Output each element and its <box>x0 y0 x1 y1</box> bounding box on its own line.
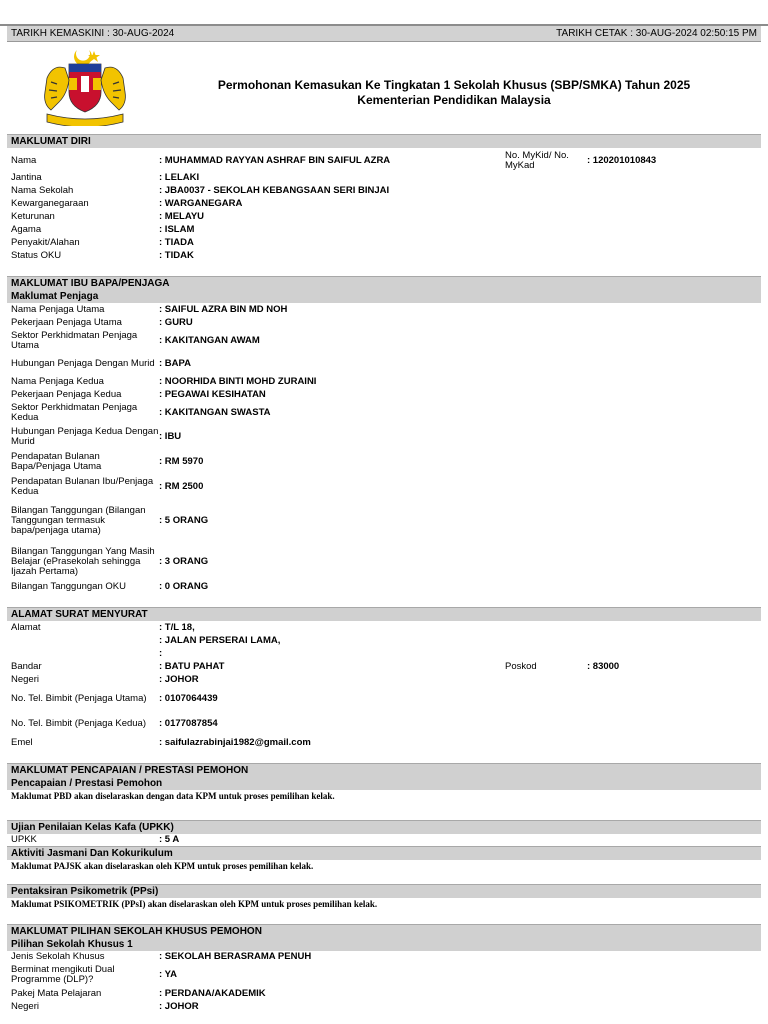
label-alamat: Alamat <box>11 621 41 633</box>
form-header <box>7 42 761 134</box>
label-keturunan: Keturunan <box>11 210 55 222</box>
value-pakej: : PERDANA/AKADEMIK <box>159 987 266 999</box>
value-poskod: : 83000 <box>587 660 620 672</box>
subsection-ppsi: Pentaksiran Psikometrik (PPsi) <box>7 884 761 898</box>
row-pakej <box>7 987 761 1000</box>
label-penyakit: Penyakit/Alahan <box>11 236 80 248</box>
row-bandar <box>7 660 761 673</box>
value-penjaga: : GURU <box>159 316 193 328</box>
value-penjaga: : 0 ORANG <box>159 580 209 592</box>
row-penjaga <box>7 580 761 593</box>
label-pakej: Pakej Mata Pelajaran <box>11 987 102 999</box>
form-title-line2: Kementerian Pendidikan Malaysia <box>357 93 551 107</box>
label-penjaga: Bilangan Tanggungan (Bilangan Tanggungan termasuk bapa/penjaga utama) <box>11 505 146 536</box>
row-penjaga <box>7 303 761 316</box>
malaysia-coat-of-arms-icon <box>37 48 133 126</box>
row-nama <box>7 151 761 171</box>
note-pajsk: Maklumat PAJSK akan diselaraskan oleh KPM untuk proses pemilihan kelak. <box>11 861 314 871</box>
value-bandar: : BATU PAHAT <box>159 660 225 672</box>
label-tel2: No. Tel. Bimbit (Penjaga Kedua) <box>11 717 147 729</box>
label-penjaga: Pendapatan Bulanan Ibu/Penjaga Kedua <box>11 475 154 497</box>
value-pilihan-negeri: : JOHOR <box>159 1000 199 1012</box>
row-pilihan-negeri <box>7 1000 761 1013</box>
value-penjaga: : 5 ORANG <box>159 515 209 526</box>
label-pilihan-negeri: Negeri <box>11 1000 39 1012</box>
value-penjaga: : KAKITANGAN AWAM <box>159 334 260 346</box>
form-sheet <box>7 26 761 1013</box>
label-mykid: No. MyKid/ No. MyKad <box>505 150 569 171</box>
row-penjaga <box>7 424 761 449</box>
value-kewarganegaraan: : WARGANEGARA <box>159 197 243 209</box>
label-penjaga: Pekerjaan Penjaga Kedua <box>11 388 122 400</box>
value-alamat-line1: : T/L 18, <box>159 621 195 633</box>
label-oku: Status OKU <box>11 249 62 261</box>
label-jenis-sekolah: Jenis Sekolah Khusus <box>11 951 105 962</box>
label-sekolah: Nama Sekolah <box>11 184 74 196</box>
value-penjaga: : KAKITANGAN SWASTA <box>159 406 271 418</box>
value-alamat-line3: : <box>159 647 163 659</box>
value-penjaga: : NOORHIDA BINTI MOHD ZURAINI <box>159 375 317 387</box>
note-ppsi: Maklumat PSIKOMETRIK (PPsI) akan diselaraskan oleh KPM untuk proses pemilihan kelak. <box>11 899 378 909</box>
row-negeri <box>7 673 761 686</box>
value-mykid: : 120201010843 <box>587 155 657 166</box>
row-penjaga <box>7 329 761 352</box>
value-tel1: : 0107064439 <box>159 692 218 704</box>
value-penjaga: : SAIFUL AZRA BIN MD NOH <box>159 303 288 315</box>
value-penjaga: : BAPA <box>159 357 192 369</box>
subsection-maklumat-penjaga: Maklumat Penjaga <box>7 290 761 303</box>
label-tel1: No. Tel. Bimbit (Penjaga Utama) <box>11 692 147 704</box>
label-kewarganegaraan: Kewarganegaraan <box>11 197 89 209</box>
section-maklumat-diri: MAKLUMAT DIRI <box>7 134 761 148</box>
label-penjaga: Pekerjaan Penjaga Utama <box>11 316 122 328</box>
label-negeri: Negeri <box>11 673 39 685</box>
row-penjaga <box>7 499 761 543</box>
subsection-prestasi: Pencapaian / Prestasi Pemohon <box>7 777 761 790</box>
updated-date: TARIKH KEMASKINI : 30-AUG-2024 <box>11 28 175 39</box>
label-penjaga: Sektor Perkhidmatan Penjaga Utama <box>11 329 138 351</box>
row-tel1 <box>7 686 761 711</box>
section-pilihan: MAKLUMAT PILIHAN SEKOLAH KHUSUS PEMOHON <box>7 924 761 938</box>
form-title <box>147 78 761 108</box>
row-jenis-sekolah <box>7 951 761 963</box>
row-penjaga <box>7 543 761 580</box>
row-penjaga <box>7 388 761 401</box>
label-emel: Emel <box>11 736 33 748</box>
label-penjaga: Hubungan Penjaga Kedua Dengan Murid <box>11 425 159 447</box>
row-penjaga <box>7 474 761 499</box>
row-penyakit <box>7 236 761 249</box>
row-penjaga <box>7 375 761 388</box>
row-alamat-2 <box>7 634 761 647</box>
value-keturunan: : MELAYU <box>159 210 205 222</box>
row-upkk <box>7 834 761 846</box>
row-penjaga <box>7 316 761 329</box>
subsection-pilihan-1: Pilihan Sekolah Khusus 1 <box>7 938 761 951</box>
row-tel2 <box>7 711 761 736</box>
label-nama: Nama <box>11 155 37 166</box>
value-penjaga: : 3 ORANG <box>159 555 209 567</box>
value-negeri: : JOHOR <box>159 673 199 685</box>
label-upkk: UPKK <box>11 834 37 845</box>
row-jantina <box>7 171 761 184</box>
value-sekolah: : JBA0037 - SEKOLAH KEBANGSAAN SERI BINJAI <box>159 184 390 196</box>
value-penjaga: : PEGAWAI KESIHATAN <box>159 388 266 400</box>
row-penjaga <box>7 449 761 474</box>
value-nama: : MUHAMMAD RAYYAN ASHRAF BIN SAIFUL AZRA <box>159 155 391 166</box>
label-penjaga: Pendapatan Bulanan Bapa/Penjaga Utama <box>11 450 102 472</box>
value-upkk: : 5 A <box>159 834 180 845</box>
row-emel <box>7 736 761 749</box>
label-agama: Agama <box>11 223 42 235</box>
label-dlp: Berminat mengikuti Dual Programme (DLP)? <box>11 964 115 985</box>
label-bandar: Bandar <box>11 660 42 672</box>
value-alamat-line2: : JALAN PERSERAI LAMA, <box>159 634 281 646</box>
row-dlp <box>7 963 761 987</box>
label-penjaga: Nama Penjaga Kedua <box>11 375 104 387</box>
value-penjaga: : RM 2500 <box>159 480 204 492</box>
value-penjaga: : RM 5970 <box>159 455 204 467</box>
label-penjaga: Bilangan Tanggungan Yang Masih Belajar (ePrasekolah sehingga Ijazah Pertama) <box>11 545 155 577</box>
row-keturunan <box>7 210 761 223</box>
value-jantina: : LELAKI <box>159 171 200 183</box>
row-alamat-3 <box>7 647 761 660</box>
value-agama: : ISLAM <box>159 223 195 235</box>
label-poskod: Poskod <box>505 660 537 672</box>
date-bar <box>7 26 761 42</box>
row-oku <box>7 249 761 262</box>
printed-date: TARIKH CETAK : 30-AUG-2024 02:50:15 PM <box>556 28 757 39</box>
row-agama <box>7 223 761 236</box>
row-penjaga <box>7 352 761 375</box>
note-pbd: Maklumat PBD akan diselaraskan dengan data KPM untuk proses pemilihan kelak. <box>11 791 335 801</box>
value-emel: : saifulazrabinjai1982@gmail.com <box>159 736 311 748</box>
label-penjaga: Sektor Perkhidmatan Penjaga Kedua <box>11 401 138 423</box>
row-kewarganegaraan <box>7 197 761 210</box>
value-tel2: : 0177087854 <box>159 717 218 729</box>
row-penjaga <box>7 401 761 424</box>
label-jantina: Jantina <box>11 171 42 183</box>
row-sekolah <box>7 184 761 197</box>
label-penjaga: Bilangan Tanggungan OKU <box>11 580 126 592</box>
section-maklumat-penjaga: MAKLUMAT IBU BAPA/PENJAGA <box>7 276 761 290</box>
section-pencapaian: MAKLUMAT PENCAPAIAN / PRESTASI PEMOHON <box>7 763 761 777</box>
row-alamat <box>7 621 761 634</box>
value-oku: : TIDAK <box>159 249 194 261</box>
value-penyakit: : TIADA <box>159 236 194 248</box>
value-jenis-sekolah: : SEKOLAH BERASRAMA PENUH <box>159 951 312 962</box>
label-penjaga: Nama Penjaga Utama <box>11 303 105 315</box>
form-title-line1: Permohonan Kemasukan Ke Tingkatan 1 Sekolah Khusus (SBP/SMKA) Tahun 2025 <box>217 78 691 92</box>
section-alamat: ALAMAT SURAT MENYURAT <box>7 607 761 621</box>
label-penjaga: Hubungan Penjaga Dengan Murid <box>11 357 155 369</box>
subsection-upkk: Ujian Penilaian Kelas Kafa (UPKK) <box>7 820 761 834</box>
subsection-kokurikulum: Aktiviti Jasmani Dan Kokurikulum <box>7 846 761 860</box>
value-penjaga: : IBU <box>159 430 182 442</box>
value-dlp: : YA <box>159 969 177 980</box>
